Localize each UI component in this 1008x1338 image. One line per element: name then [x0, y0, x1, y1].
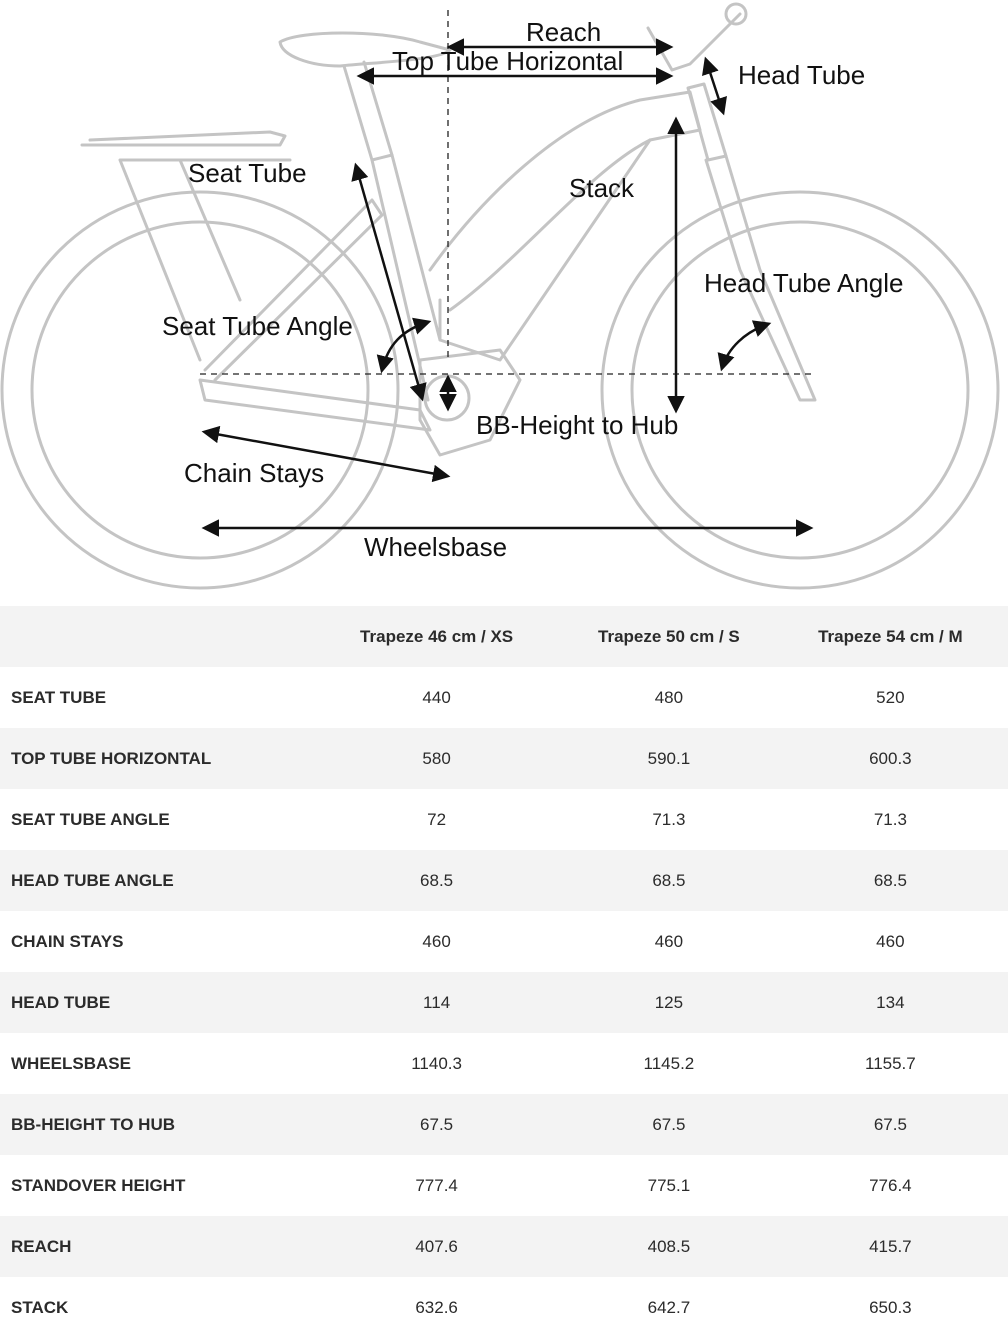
head-tube-angle-arrow — [722, 324, 768, 368]
value-xs: 407.6 — [415, 1236, 458, 1256]
stem — [648, 14, 740, 70]
row-label: STACK — [11, 1297, 69, 1317]
value-s: 642.7 — [647, 1297, 691, 1317]
label-stack: Stack — [569, 173, 635, 203]
value-s: 67.5 — [652, 1114, 686, 1134]
table-row — [0, 1216, 1008, 1277]
label-seat-tube: Seat Tube — [188, 158, 307, 188]
value-xs: 68.5 — [420, 870, 454, 890]
value-xs: 440 — [422, 687, 451, 707]
value-xs: 777.4 — [415, 1175, 458, 1195]
row-label: STANDOVER HEIGHT — [11, 1175, 186, 1195]
rear-wheel-inner — [32, 222, 368, 558]
diagram-labels — [162, 17, 904, 562]
value-m: 71.3 — [873, 809, 907, 829]
table-row — [0, 1094, 1008, 1155]
table-row — [0, 789, 1008, 850]
label-top-tube-horizontal: Top Tube Horizontal — [392, 46, 624, 76]
row-label: SEAT TUBE ANGLE — [11, 809, 170, 829]
value-m: 650.3 — [869, 1297, 912, 1317]
value-s: 125 — [654, 992, 684, 1012]
row-label: WHEELSBASE — [11, 1053, 131, 1073]
value-s: 480 — [654, 687, 684, 707]
label-bb-height-to-hub: BB-Height to Hub — [476, 410, 679, 440]
seatstay-shape — [205, 200, 382, 380]
table-row — [0, 667, 1008, 728]
value-xs: 580 — [422, 748, 451, 768]
row-label: SEAT TUBE — [11, 687, 107, 707]
label-seat-tube-angle: Seat Tube Angle — [162, 311, 353, 341]
table-row — [0, 1033, 1008, 1094]
value-s: 68.5 — [652, 870, 686, 890]
table-row — [0, 728, 1008, 789]
value-s: 590.1 — [647, 748, 691, 768]
main-tube-shape — [430, 92, 700, 310]
row-label: BB-HEIGHT TO HUB — [11, 1114, 176, 1134]
value-s: 460 — [654, 931, 684, 951]
column-header-xs: Trapeze 46 cm / XS — [360, 626, 514, 646]
value-s: 71.3 — [652, 809, 686, 829]
label-chain-stays: Chain Stays — [184, 458, 325, 488]
row-label: HEAD TUBE ANGLE — [11, 870, 174, 890]
value-m: 460 — [876, 931, 905, 951]
value-m: 776.4 — [869, 1175, 912, 1195]
label-reach: Reach — [526, 17, 602, 47]
value-m: 600.3 — [869, 748, 912, 768]
value-s: 408.5 — [647, 1236, 691, 1256]
row-label: REACH — [11, 1236, 72, 1256]
value-m: 415.7 — [869, 1236, 912, 1256]
bar-end — [726, 4, 746, 24]
row-label: TOP TUBE HORIZONTAL — [11, 748, 212, 768]
geometry-table — [0, 606, 1008, 1338]
value-xs: 460 — [422, 931, 451, 951]
column-header-s: Trapeze 50 cm / S — [598, 626, 740, 646]
seat-tube-shape — [372, 155, 440, 400]
table-row — [0, 911, 1008, 972]
bike-geometry-diagram — [0, 0, 1008, 600]
value-m: 68.5 — [873, 870, 907, 890]
geometry-table-body — [0, 667, 1008, 1338]
value-xs: 72 — [427, 809, 447, 829]
value-m: 134 — [876, 992, 905, 1012]
head-tube-arrow — [706, 60, 723, 112]
row-label: CHAIN STAYS — [11, 931, 124, 951]
label-head-tube-angle: Head Tube Angle — [704, 268, 904, 298]
table-header-blank — [0, 606, 308, 667]
value-m: 67.5 — [873, 1114, 907, 1134]
label-wheelsbase: Wheelsbase — [364, 532, 508, 562]
column-header-m: Trapeze 54 cm / M — [818, 626, 963, 646]
table-row — [0, 1155, 1008, 1216]
value-xs: 1140.3 — [411, 1053, 462, 1073]
value-s: 775.1 — [647, 1175, 691, 1195]
label-head-tube: Head Tube — [738, 60, 866, 90]
value-s: 1145.2 — [643, 1053, 695, 1073]
value-xs: 67.5 — [420, 1114, 454, 1134]
value-xs: 114 — [423, 992, 451, 1012]
head-tube-shape — [688, 84, 726, 160]
value-xs: 632.6 — [415, 1297, 458, 1317]
value-m: 520 — [876, 687, 905, 707]
row-label: HEAD TUBE — [11, 992, 111, 1012]
table-header-row — [0, 606, 1008, 667]
value-m: 1155.7 — [865, 1053, 916, 1073]
table-row — [0, 972, 1008, 1033]
table-row — [0, 850, 1008, 911]
